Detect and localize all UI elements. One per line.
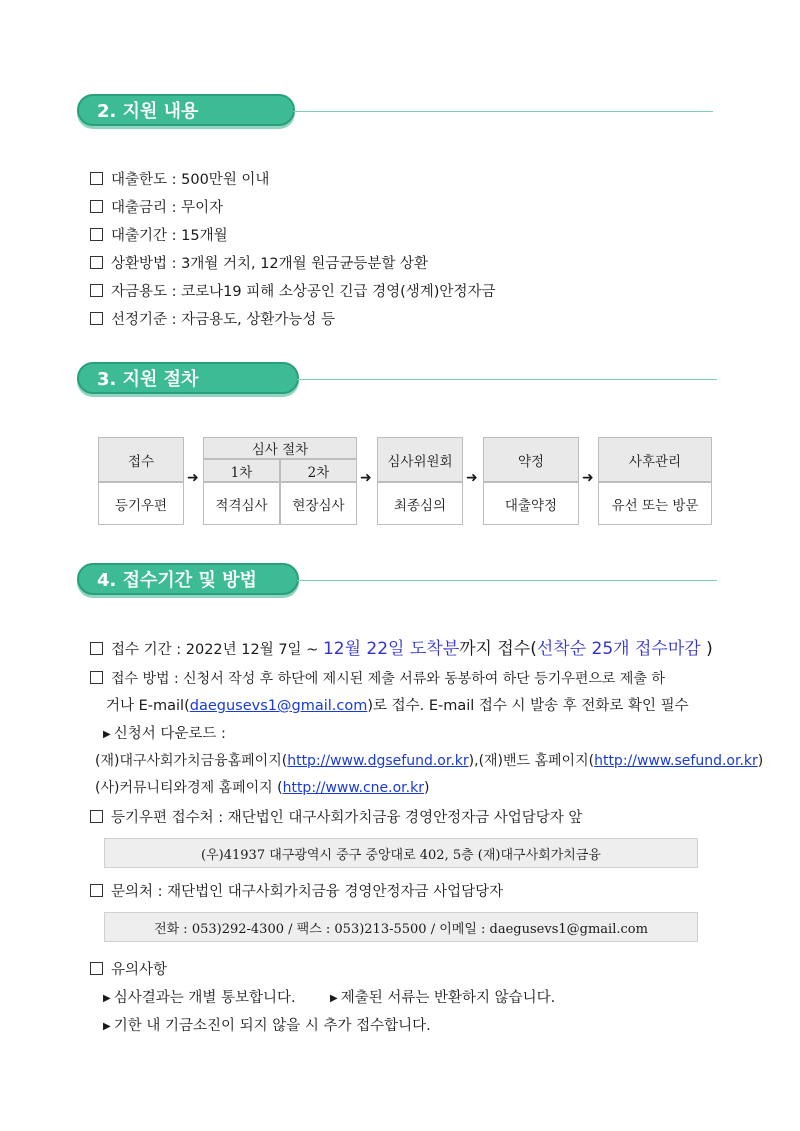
arrow-icon: ➜ [466, 470, 478, 486]
list-item: 대출한도 : 500만원 이내 [90, 168, 269, 189]
method-line: 접수 방법 : 신청서 작성 후 하단에 제시된 제출 서류와 동봉하여 하단 등기우편으로 제출 하 [90, 668, 665, 688]
checkbox-icon [90, 312, 103, 325]
step-agreement-body: 대출약정 [483, 482, 579, 525]
section-title: 2. 지원 내용 [77, 94, 295, 126]
period-line: 접수 기간 : 2022년 12월 7일 ~ 12월 22일 도착분까지 접수(선착순 25개 접수마감 ) [90, 634, 713, 659]
checkbox-icon [90, 284, 103, 297]
list-item: 자금용도 : 코로나19 피해 소상공인 긴급 경영(생계)안정자금 [90, 280, 495, 301]
method-line-2: 거나 E-mail(daegusevs1@gmail.com)로 접수. E-mail 접수 시 발송 후 전화로 확인 필수 [106, 698, 689, 714]
download-site-3: (사)커뮤니티와경제 홈페이지 (http://www.cne.or.kr) [95, 780, 430, 796]
email-link[interactable]: daegusevs1@gmail.com [189, 698, 368, 714]
step-aftercare-head: 사후관리 [598, 437, 712, 482]
download-sites: (재)대구사회가치금융홈페이지(http://www.dgsefund.or.kr),(재)밴드 홈페이지(http://www.sefund.or.kr) [95, 753, 764, 769]
checkbox-icon [90, 884, 103, 897]
checkbox-icon [90, 256, 103, 269]
triangle-bullet-icon: ▶ [330, 993, 338, 1004]
mail-label: 등기우편 접수처 : 재단법인 대구사회가치금융 경영안정자금 사업담당자 앞 [90, 806, 582, 827]
step-review-head: 심사 절차 [203, 437, 357, 459]
contact-info-box: 전화 : 053)292-4300 / 팩스 : 053)213-5500 / 이메일 : daegusevs1@gmail.com [104, 912, 698, 942]
contact-label: 문의처 : 재단법인 대구사회가치금융 경영안정자금 사업담당자 [90, 880, 503, 901]
checkbox-icon [90, 671, 103, 684]
checkbox-icon [90, 200, 103, 213]
note-item: ▶ 기한 내 기금소진이 되지 않을 시 추가 접수합니다. [103, 1018, 431, 1034]
checkbox-icon [90, 642, 103, 655]
list-item: 선정기준 : 자금용도, 상환가능성 등 [90, 308, 335, 329]
dgsefund-link[interactable]: http://www.dgsefund.or.kr [287, 753, 469, 769]
triangle-bullet-icon: ▶ [103, 993, 111, 1004]
arrow-icon: ➜ [582, 470, 594, 486]
list-item: 대출기간 : 15개월 [90, 224, 228, 245]
sefund-link[interactable]: http://www.sefund.or.kr [594, 753, 758, 769]
triangle-bullet-icon: ▶ [103, 1021, 111, 1032]
step-receipt-head: 접수 [98, 437, 184, 482]
note-item: ▶ 제출된 서류는 반환하지 않습니다. [330, 990, 556, 1006]
step-agreement-head: 약정 [483, 437, 579, 482]
divider [293, 111, 713, 112]
list-item: 상환방법 : 3개월 거치, 12개월 원금균등분할 상환 [90, 252, 428, 273]
note-item: ▶ 심사결과는 개별 통보합니다. [103, 990, 296, 1006]
list-item: 대출금리 : 무이자 [90, 196, 223, 217]
checkbox-icon [90, 962, 103, 975]
mail-address-box: (우)41937 대구광역시 중구 중앙대로 402, 5층 (재)대구사회가치금융 [104, 838, 698, 868]
step-committee-body: 최종심의 [377, 482, 463, 525]
step-review-sub2: 2차 [280, 459, 357, 482]
step-review-sub1: 1차 [203, 459, 280, 482]
arrow-icon: ➜ [360, 470, 372, 486]
notes-label: 유의사항 [90, 958, 167, 979]
section-title: 4. 접수기간 및 방법 [77, 563, 299, 595]
checkbox-icon [90, 172, 103, 185]
divider [297, 379, 717, 380]
download-label: ▶ 신청서 다운로드 : [103, 726, 226, 742]
step-review-body1: 적격심사 [203, 482, 280, 525]
cne-link[interactable]: http://www.cne.or.kr [282, 780, 424, 796]
section-title: 3. 지원 절차 [77, 362, 299, 394]
checkbox-icon [90, 228, 103, 241]
step-receipt-body: 등기우편 [98, 482, 184, 525]
step-aftercare-body: 유선 또는 방문 [598, 482, 712, 525]
triangle-bullet-icon: ▶ [103, 729, 111, 740]
divider [297, 580, 717, 581]
step-review-body2: 현장심사 [280, 482, 357, 525]
arrow-icon: ➜ [187, 470, 199, 486]
step-committee-head: 심사위원회 [377, 437, 463, 482]
checkbox-icon [90, 810, 103, 823]
